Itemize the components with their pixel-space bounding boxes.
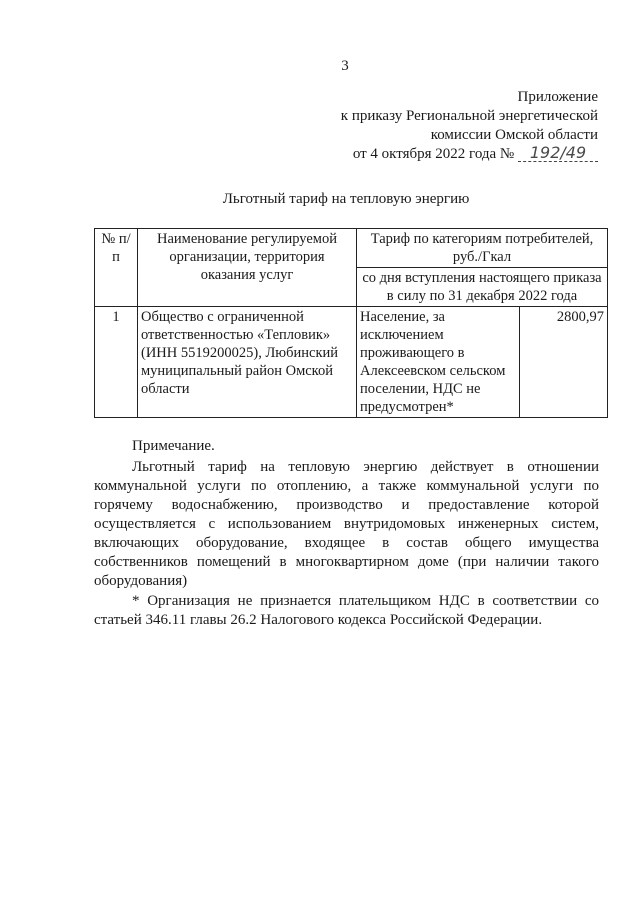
row-organization: Общество с ограниченной ответственностью «Тепловик» (ИНН 5519200025), Любинский муниципальный район Омской области [138,307,357,418]
table-row [95,307,608,418]
row-tariff-value: 2800,97 [520,307,608,418]
header-period: со дня вступления настоящего приказа в силу по 31 декабря 2022 года [357,268,608,307]
header-tariff: Тариф по категориям потребителей, руб./Гкал [357,229,608,268]
page-number: 3 [341,58,349,74]
footnote: * Организация не признается плательщиком НДС в соответствии со статьей 346.11 главы 26.2 Налогового кодекса Российской Федерации. [94,593,599,628]
note-body: Льготный тариф на тепловую энергию действует в отношении коммунальной услуги по отоплению, а также коммунальной услуги по горячему водоснабжению, производство и предоставление которой осуществляется с использованием внутридомовых инженерных систем, включающих оборудование, входящее в состав общего имущества собственников помещений в многоквартирном доме (при наличии такого оборудования) [94,459,599,589]
header-organization: Наименование регулируемой организации, территория оказания услуг [138,229,357,307]
row-number: 1 [95,307,138,418]
note-heading: Примечание. [132,438,215,454]
appendix-order-ref: к приказу Региональной энергетической [340,108,598,124]
tariff-table [94,228,608,418]
note-section [94,437,599,591]
appendix-date: от 4 октября 2022 года № [352,146,515,162]
header-number: № п/п [95,229,138,307]
appendix-commission: комиссии Омской области [430,127,598,143]
document-title: Льготный тариф на тепловую энергию [222,191,470,207]
table-header-row [95,229,608,268]
order-number-handwritten: 192/49 [518,145,598,162]
appendix-date-line [341,145,598,164]
appendix-header [341,88,598,164]
appendix-title: Приложение [517,89,598,105]
row-category: Население, за исключением проживающего в Алексеевском сельском поселении, НДС не предусмотрен* [357,307,520,418]
